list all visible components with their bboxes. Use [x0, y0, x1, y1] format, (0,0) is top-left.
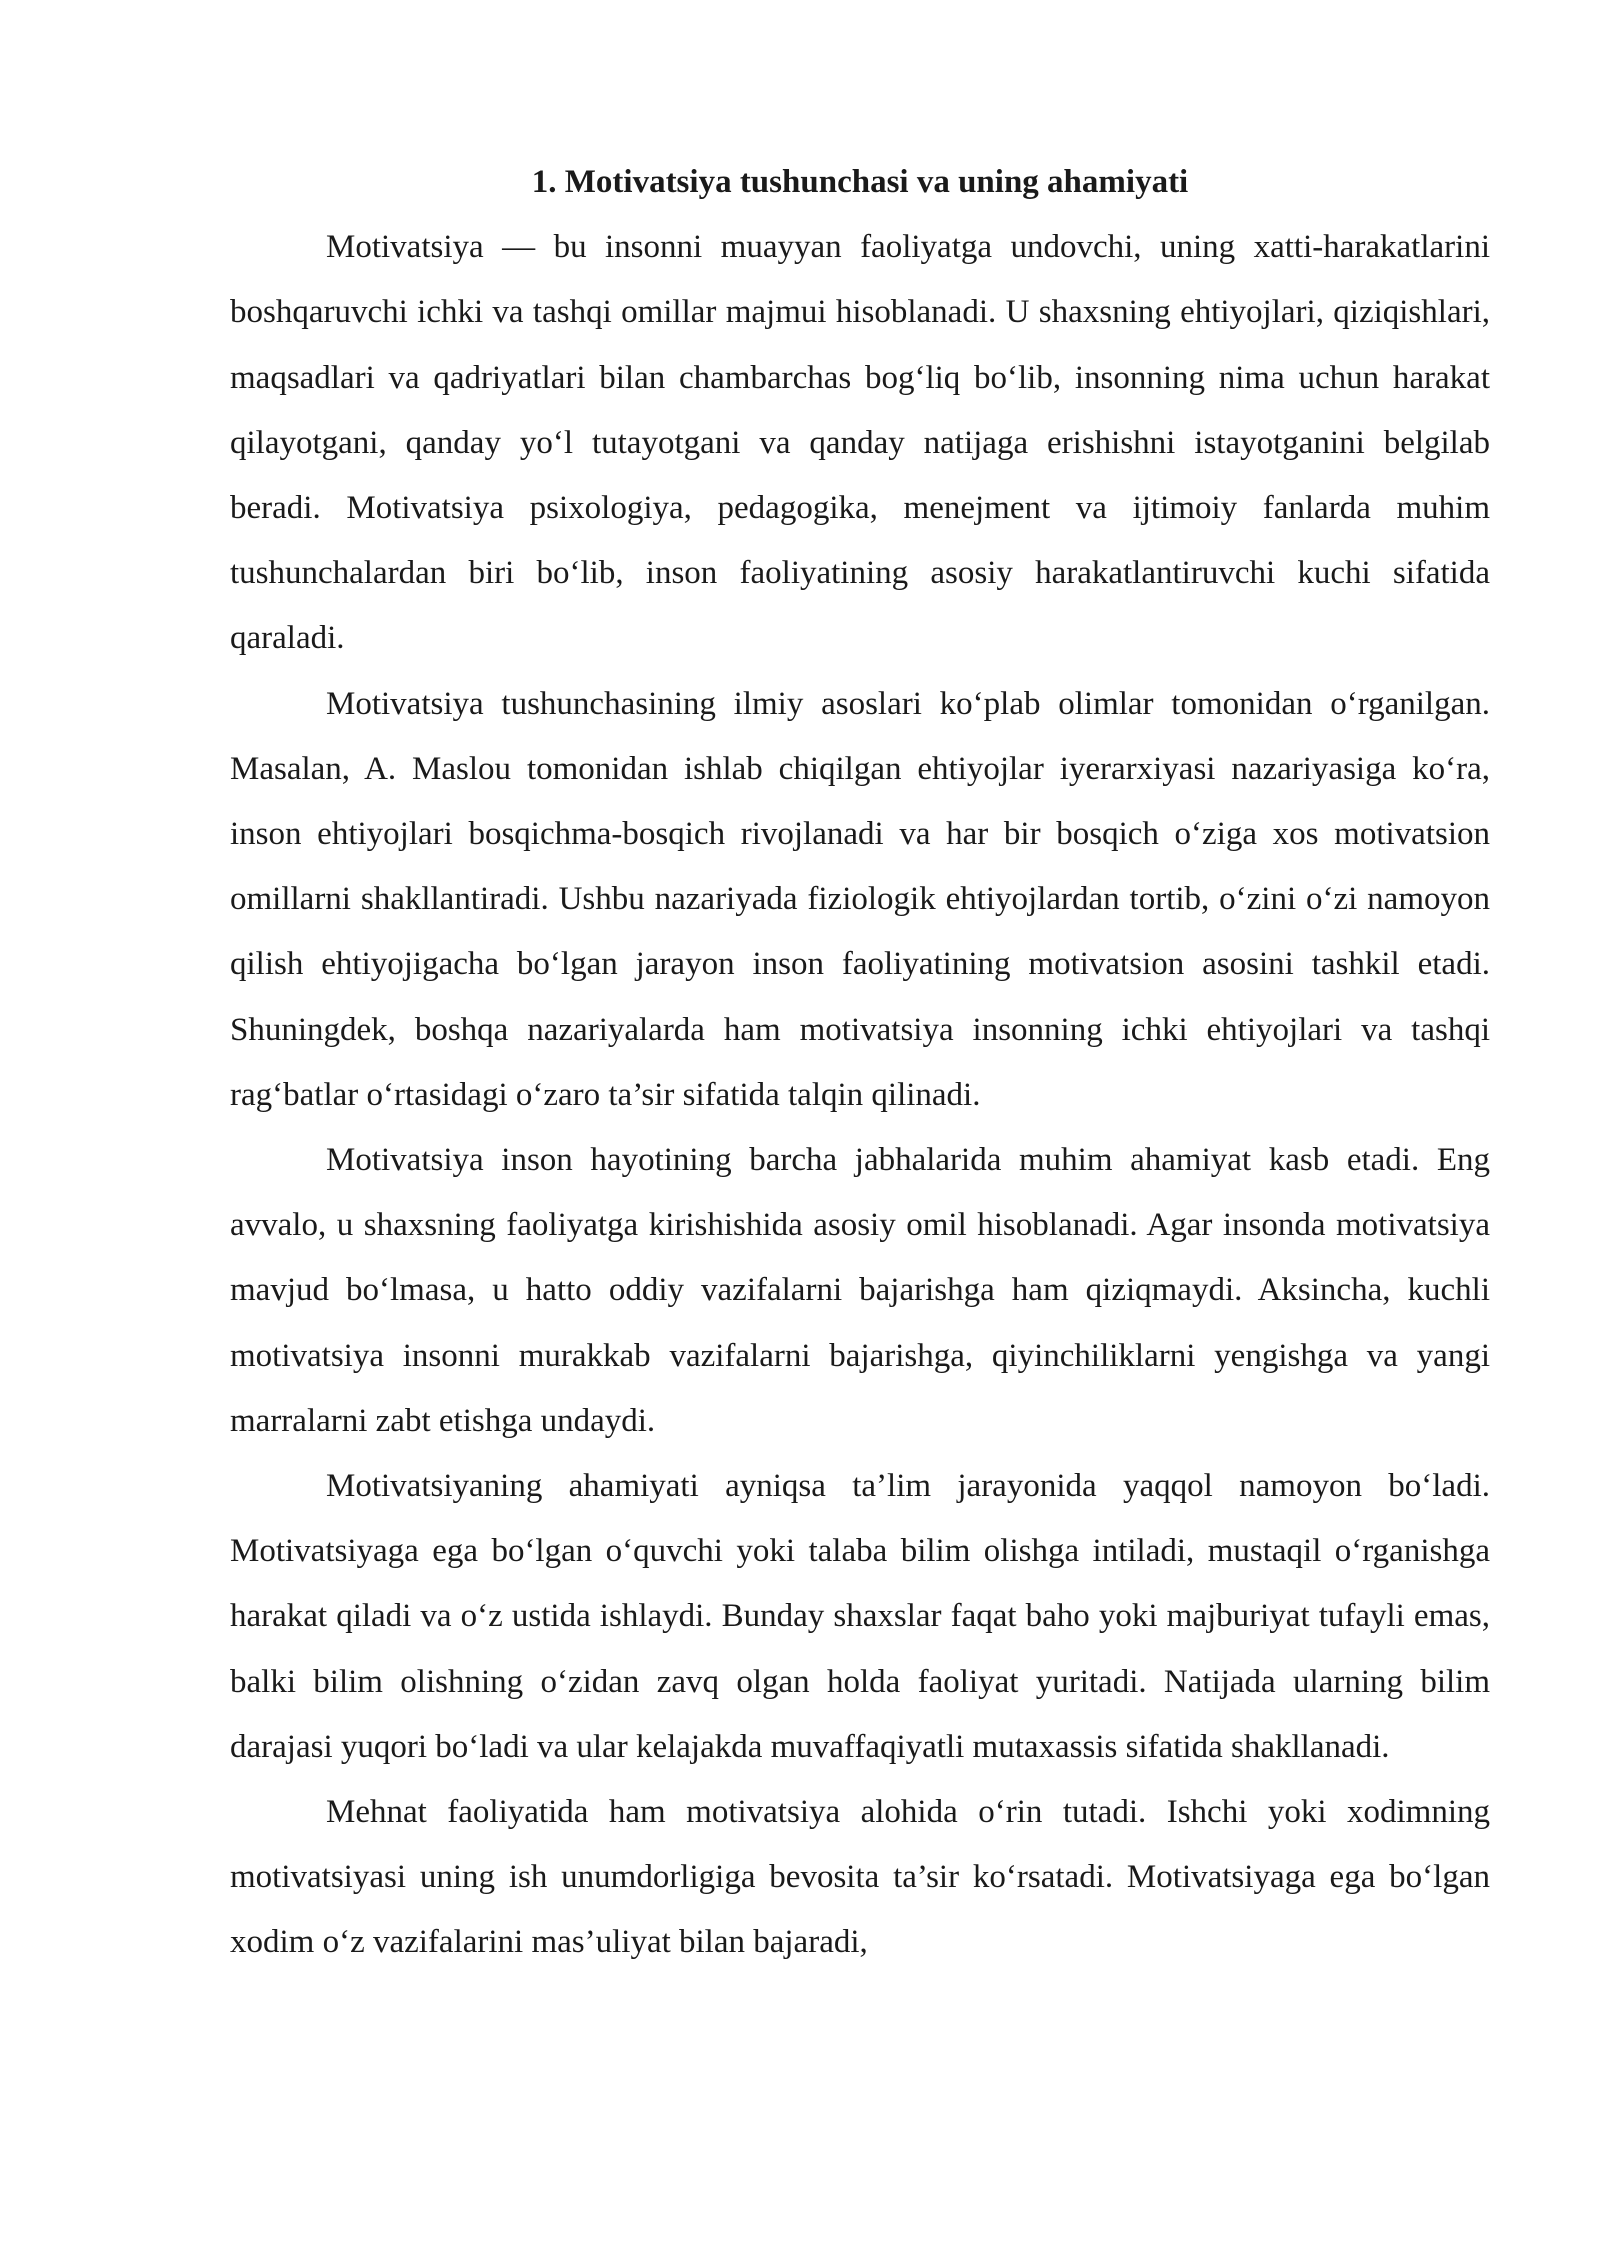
paragraph-5: Mehnat faoliyatida ham motivatsiya alohida o‘rin tutadi. Ishchi yoki xodimning motivatsiyasi uning ish unumdorligiga bevosita ta’sir ko‘rsatadi. Motivatsiyaga ega bo‘lgan xodim o‘z vazifalarini mas’uliyat bilan bajaradi, — [230, 1794, 1490, 1961]
paragraph-1: Motivatsiya — bu insonni muayyan faoliyatga undovchi, uning xatti-harakatlarini boshqaruvchi ichki va tashqi omillar majmui hisoblanadi. U shaxsning ehtiyojlari, qiziqishlari, maqsadlari va qadriyatlari bilan chambarchas bog‘liq bo‘lib, insonning nima uchun harakat qilayotgani, qanday yo‘l tutayotgani va qanday natijaga erishishni istayotganini belgilab beradi. Motivatsiya psixologiya, pedagogika, menejment va ijtimoiy fanlarda muhim tushunchalardan biri bo‘lib, inson faoliyatining asosiy harakatlantiruvchi kuchi sifatida qaraladi. — [230, 229, 1490, 657]
paragraph-3: Motivatsiya inson hayotining barcha jabhalarida muhim ahamiyat kasb etadi. Eng avvalo, u shaxsning faoliyatga kirishishida asosiy omil hisoblanadi. Agar insonda motivatsiya mavjud bo‘lmasa, u hatto oddiy vazifalarni bajarishga ham qiziqmaydi. Aksincha, kuchli motivatsiya insonni murakkab vazifalarni bajarishga, qiyinchiliklarni yengishga va yangi marralarni zabt etishga undaydi. — [230, 1142, 1490, 1439]
section-title: 1. Motivatsiya tushunchasi va uning ahamiyati — [531, 164, 1189, 200]
paragraph-4: Motivatsiyaning ahamiyati ayniqsa ta’lim jarayonida yaqqol namoyon bo‘ladi. Motivatsiyaga ega bo‘lgan o‘quvchi yoki talaba bilim olishga intiladi, mustaqil o‘rganishga harakat qiladi va o‘z ustida ishlaydi. Bunday shaxslar faqat baho yoki majburiyat tufayli emas, balki bilim olishning o‘zidan zavq olgan holda faoliyat yuritadi. Natijada ularning bilim darajasi yuqori bo‘ladi va ular kelajakda muvaffaqiyatli mutaxassis sifatida shakllanadi. — [230, 1468, 1490, 1765]
paragraph-2: Motivatsiya tushunchasining ilmiy asoslari ko‘plab olimlar tomonidan o‘rganilgan. Masalan, A. Maslou tomonidan ishlab chiqilgan ehtiyojlar iyerarxiyasi nazariyasiga ko‘ra, inson ehtiyojlari bosqichma-bosqich rivojlanadi va har bir bosqich o‘ziga xos motivatsion omillarni shakllantiradi. Ushbu nazariyada fiziologik ehtiyojlardan tortib, o‘zini o‘zi namoyon qilish ehtiyojigacha bo‘lgan jarayon inson faoliyatining motivatsion asosini tashkil etadi. Shuningdek, boshqa nazariyalarda ham motivatsiya insonning ichki ehtiyojlari va tashqi rag‘batlar o‘rtasidagi o‘zaro ta’sir sifatida talqin qilinadi. — [230, 685, 1490, 1113]
document-body — [230, 150, 1490, 1976]
